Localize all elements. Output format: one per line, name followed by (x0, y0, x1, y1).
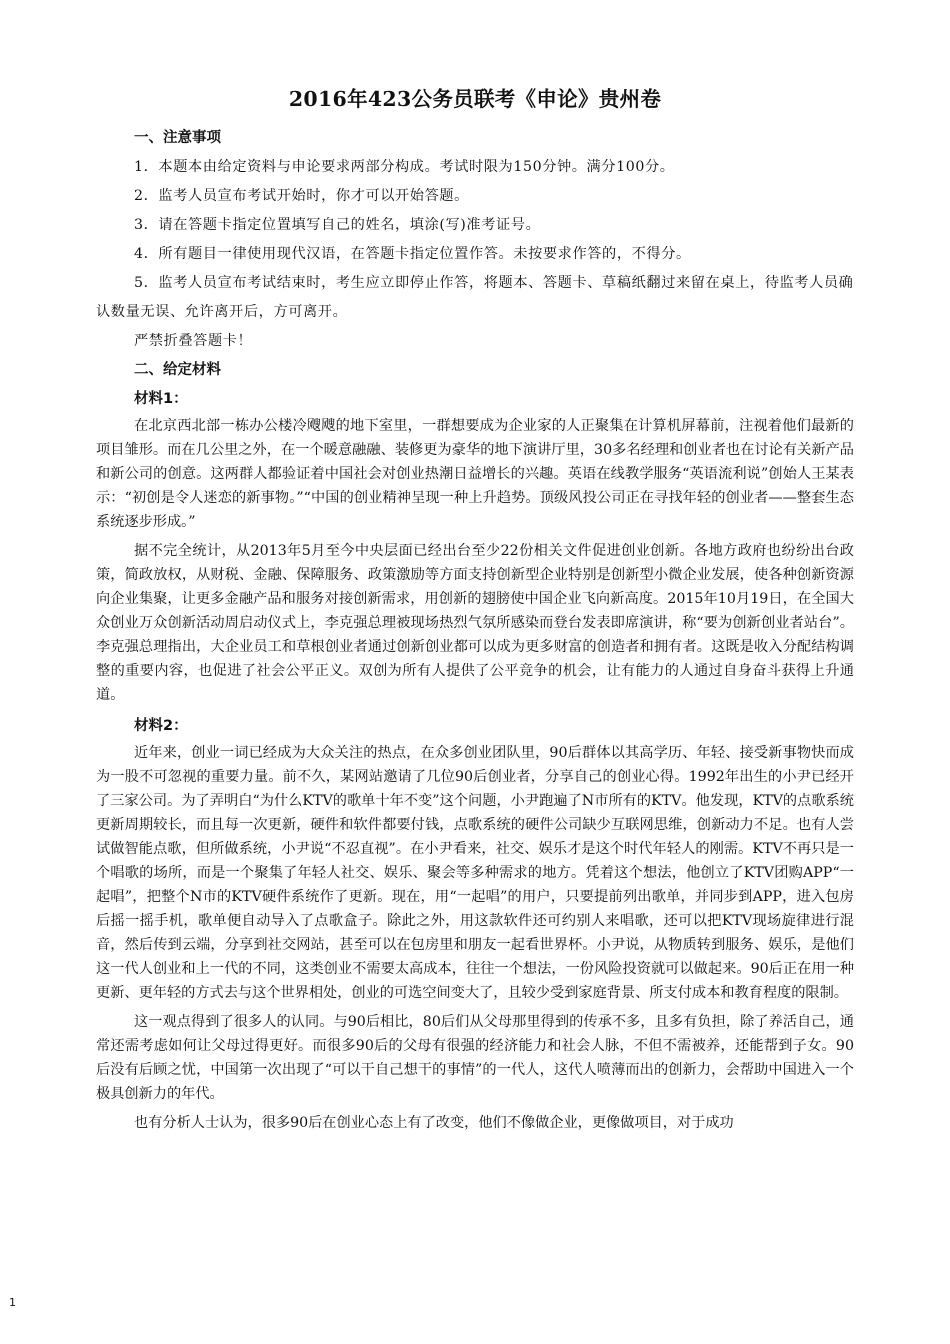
material-paragraph: 这一观点得到了很多人的认同。与90后相比，80后们从父母那里得到的传承不多，且多有负担，除了养活自己，通常还需考虑如何让父母过得更好。而很多90后的父母有很强的经济能力和社会人脉，不但不需被养，还能帮到子女。90后没有后顾之忧，中国第一次出现了“可以干自己想干的事情”的一代人，这代人喷薄而出的创新力，会帮助中国进入一个极具创新力的年代。 (96, 1014, 854, 1102)
notice-item: 3．请在答题卡指定位置填写自己的姓名，填涂(写)准考证号。 (134, 217, 541, 233)
material-paragraph: 据不完全统计，从2013年5月至今中央层面已经出台至少22份相关文件促进创业创新。各地方政府也纷纷出台政策，简政放权，从财税、金融、保障服务、政策激励等方面支持创新型企业特别是创新型小微企业发展，使各种创新资源向企业集聚，让更多金融产品和服务对接创新需求，用创新的翅膀使中国企业飞向新高度。2015年10月19日，在全国大众创业万众创新活动周启动仪式上，李克强总理被现场热烈气氛所感染而登台发表即席演讲，称“要为创新创业者站台”。李克强总理指出，大企业员工和草根创业者通过创新创业都可以成为更多财富的创造者和拥有者。这既是收入分配结构调整的重要内容，也促进了社会公平正义。双创为所有人提供了公平竞争的机会，让有能力的人通过自身奋斗获得上升通道。 (96, 543, 854, 703)
notice-item: 4．所有题目一律使用现代汉语，在答题卡指定位置作答。未按要求作答的，不得分。 (134, 246, 691, 262)
notice-item: 1．本题本由给定资料与申论要求两部分构成。考试时限为150分钟。满分100分。 (134, 159, 675, 175)
material-paragraph: 也有分析人士认为，很多90后在创业心态上有了改变，他们不像做企业，更像做项目，对于成功 (134, 1115, 734, 1131)
section-heading-notices: 一、注意事项 (134, 130, 221, 146)
material-paragraph: 近年来，创业一词已经成为大众关注的热点，在众多创业团队里，90后群体以其高学历、年轻、接受新事物快而成为一股不可忽视的重要力量。前不久，某网站邀请了几位90后创业者，分享自己的创业心得。1992年出生的小尹已经开了三家公司。为了弄明白“为什么KTV的歌单十年不变”这个问题，小尹跑遍了N市所有的KTV。他发现，KTV的点歌系统更新周期较长，而且每一次更新，硬件和软件都要付钱，点歌系统的硬件公司缺少互联网思维，创新动力不足。也有人尝试做智能点歌，但所做系统，小尹说“不忍直视”。在小尹看来，社交、娱乐才是这个时代年轻人的刚需。KTV不再只是一个唱歌的场所，而是一个聚集了年轻人社交、娱乐、聚会等多种需求的地方。凭着这个想法，他创立了KTV团购APP“一起唱”，把整个N市的KTV硬件系统作了更新。现在，用“一起唱”的用户，只要提前列出歌单，并同步到APP，进入包房后摇一摇手机，歌单便自动导入了点歌盒子。除此之外，用这款软件还可约别人来唱歌，还可以把KTV现场旋律进行混音，然后传到云端，分享到社交网站，甚至可以在包房里和朋友一起看世界杯。小尹说，从物质转到服务、娱乐，是他们这一代人创业和上一代的不同，这类创业不需要太高成本，往往一个想法，一份风险投资就可以做起来。90后正在用一种更新、更年轻的方式去与这个世界相处，创业的可选空间变大了，且较少受到家庭背景、所支付成本和教育程度的限制。 (96, 745, 854, 1001)
notice-warning: 严禁折叠答题卡！ (134, 333, 253, 349)
exam-page (96, 0, 854, 1140)
page-number: 1 (9, 1296, 16, 1309)
material-2-label: 材料2： (134, 718, 188, 734)
material-1-label: 材料1： (134, 391, 188, 407)
material-paragraph: 在北京西北部一栋办公楼冷飕飕的地下室里，一群想要成为企业家的人正聚集在计算机屏幕前，注视着他们最新的项目雏形。而在几公里之外，在一个暖意融融、装修更为豪华的地下演讲厅里，30多名经理和创业者也在讨论有关新产品和新公司的创意。这两群人都验证着中国社会对创业热潮日益增长的兴趣。英语在线教学服务“英语流利说”创始人王某表示：“初创是令人迷恋的新事物。”“中国的创业精神呈现一种上升趋势。顶级风投公司正在寻找年轻的创业者——整套生态系统逐步形成。” (96, 418, 854, 530)
notice-item: 5．监考人员宣布考试结束时，考生应立即停止作答，将题本、答题卡、草稿纸翻过来留在桌上，待监考人员确认数量无误、允许离开后，方可离开。 (96, 275, 854, 320)
page-title: 2016年423公务员联考《申论》贵州卷 (288, 87, 662, 111)
section-heading-materials: 二、给定材料 (134, 362, 221, 378)
notice-item: 2．监考人员宣布考试开始时，你才可以开始答题。 (134, 188, 469, 204)
